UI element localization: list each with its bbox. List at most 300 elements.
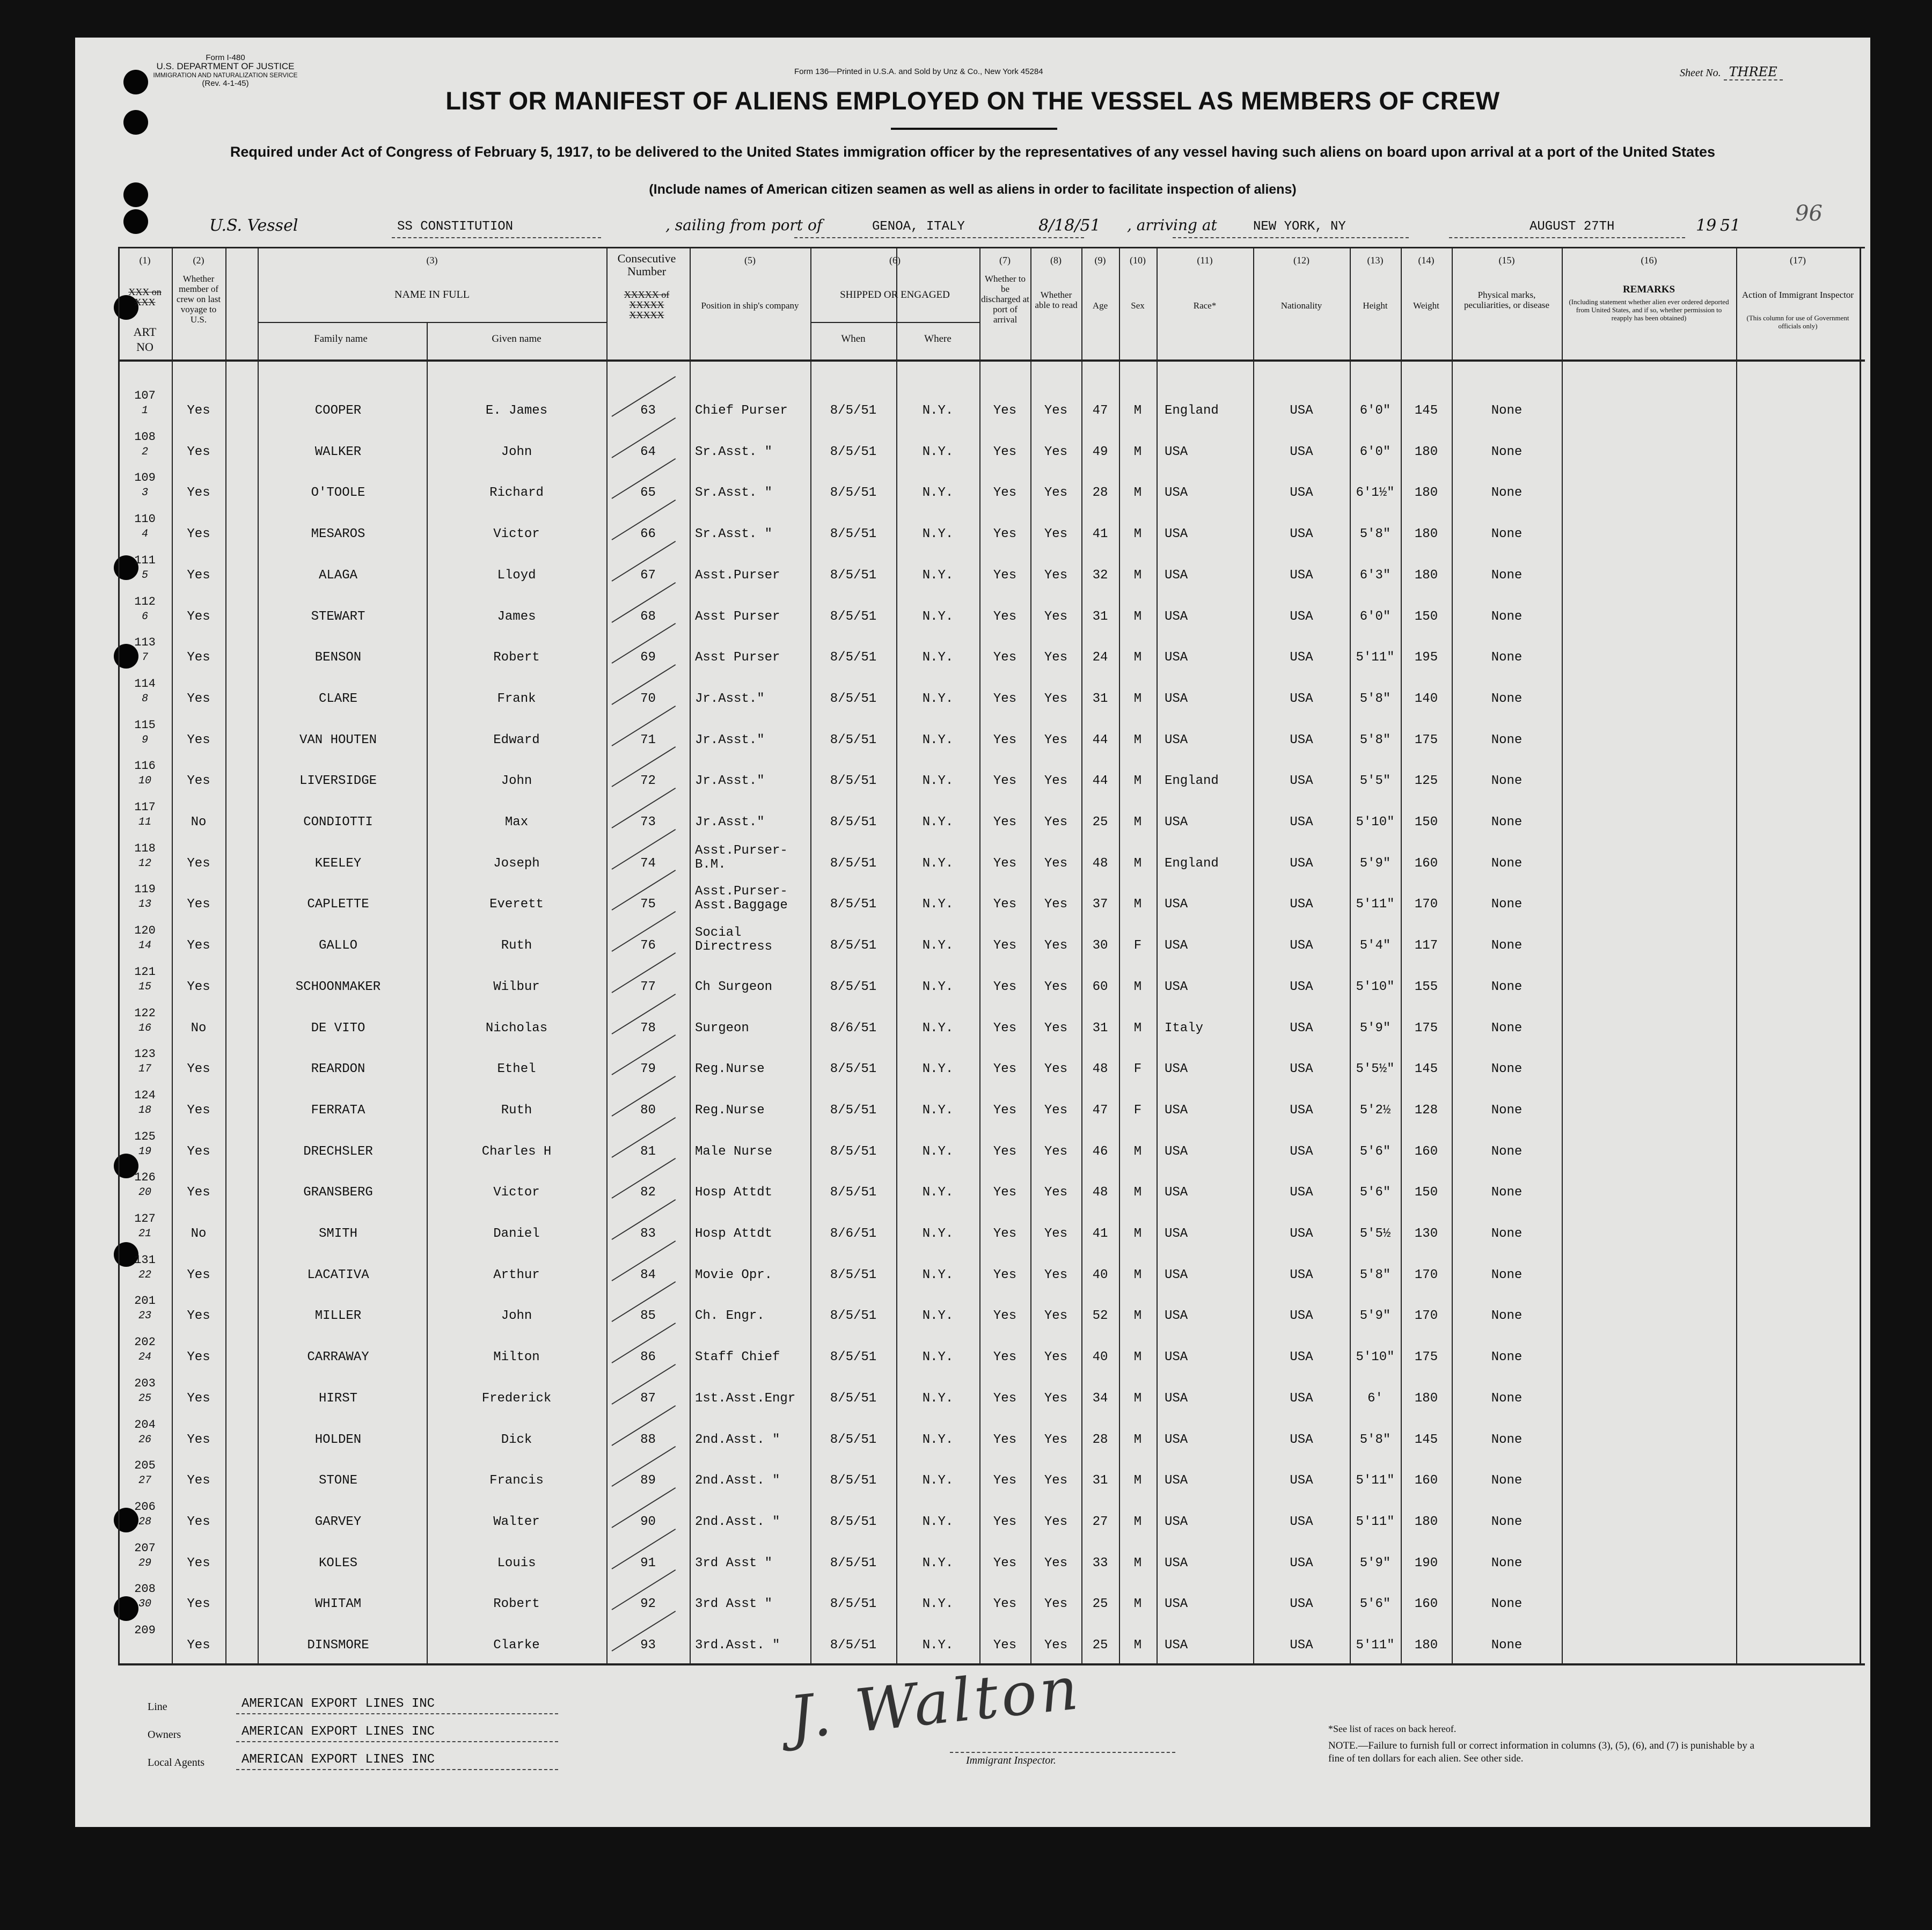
given-name-cell: Joseph (493, 856, 540, 871)
vessel-line (209, 216, 1792, 238)
member-cell: Yes (187, 691, 210, 706)
column-rule (118, 247, 120, 1663)
weight-cell: 180 (1414, 444, 1438, 459)
art-number-cell: 118 (134, 841, 156, 855)
race-cell: USA (1165, 732, 1188, 747)
signature-rule (950, 1752, 1175, 1753)
weight-cell: 140 (1414, 691, 1438, 706)
able-to-read-cell: Yes (1044, 1638, 1068, 1653)
discharged-cell: Yes (993, 650, 1017, 665)
consecutive-number-cell: 92 (640, 1597, 656, 1612)
race-cell: USA (1165, 1514, 1188, 1529)
column-rule (690, 247, 691, 1663)
shipped-when-cell: 8/6/51 (830, 1021, 877, 1036)
art-number-cell: 131 (134, 1253, 156, 1267)
nationality-cell: USA (1290, 1267, 1313, 1282)
nationality-cell: USA (1290, 774, 1313, 789)
discharged-cell: Yes (993, 527, 1017, 542)
shipped-where-cell: N.Y. (922, 1555, 954, 1571)
race-cell: USA (1165, 650, 1188, 665)
age-cell: 27 (1092, 1514, 1108, 1529)
column-rule (1736, 247, 1737, 1663)
art-number-cell: 107 (134, 389, 156, 402)
discharged-cell: Yes (993, 1391, 1017, 1406)
header-bottom-rule (118, 359, 1865, 362)
weight-cell: 190 (1414, 1555, 1438, 1571)
able-to-read-cell: Yes (1044, 1597, 1068, 1612)
line-number-cell: 9 (141, 733, 148, 746)
consecutive-number-cell: 89 (640, 1473, 656, 1488)
sex-cell: M (1133, 732, 1142, 747)
races-note: *See list of races on back hereof. (1328, 1723, 1457, 1734)
col3a-header: Family name (314, 333, 368, 344)
sheet-value: THREE (1724, 64, 1783, 80)
art-number-cell: 114 (134, 677, 156, 691)
shipped-when-cell: 8/5/51 (830, 1350, 877, 1365)
able-to-read-cell: Yes (1044, 1144, 1068, 1159)
col6b-header: Where (924, 333, 952, 344)
height-cell: 5'6" (1359, 1597, 1391, 1612)
shipped-where-cell: N.Y. (922, 1391, 954, 1406)
age-cell: 37 (1092, 897, 1108, 912)
position-cell: Chief Purser (695, 403, 788, 418)
race-cell: USA (1165, 1062, 1188, 1077)
art-number-cell: 202 (134, 1335, 156, 1349)
able-to-read-cell: Yes (1044, 650, 1068, 665)
consecutive-number-cell: 87 (640, 1391, 656, 1406)
height-cell: 5'9" (1359, 1555, 1391, 1571)
discharged-cell: Yes (993, 403, 1017, 418)
col16-num: (16) (1641, 255, 1657, 266)
age-cell: 52 (1092, 1309, 1108, 1324)
physical-marks-cell: None (1491, 1555, 1523, 1571)
consecutive-number-cell: 91 (640, 1555, 656, 1571)
line-number-cell: 29 (138, 1557, 151, 1569)
weight-cell: 128 (1414, 1103, 1438, 1118)
consecutive-number-cell: 73 (640, 815, 656, 830)
family-name-cell: ALAGA (318, 568, 357, 583)
discharged-cell: Yes (993, 1185, 1017, 1200)
member-cell: Yes (187, 568, 210, 583)
position-cell: Reg.Nurse (695, 1062, 765, 1077)
discharged-cell: Yes (993, 774, 1017, 789)
height-cell: 6' (1367, 1391, 1383, 1406)
able-to-read-cell: Yes (1044, 1062, 1068, 1077)
discharged-cell: Yes (993, 1062, 1017, 1077)
physical-marks-cell: None (1491, 1185, 1523, 1200)
physical-marks-cell: None (1491, 609, 1523, 624)
weight-cell: 195 (1414, 650, 1438, 665)
able-to-read-cell: Yes (1044, 1103, 1068, 1118)
nationality-cell: USA (1290, 568, 1313, 583)
col11-header: Race* (1193, 300, 1217, 311)
owners-value: AMERICAN EXPORT LINES INC (241, 1724, 435, 1739)
art-number-cell: 122 (134, 1006, 156, 1020)
title-rule (891, 128, 1057, 130)
service: IMMIGRATION AND NATURALIZATION SERVICE (153, 71, 298, 79)
height-cell: 6'0" (1359, 444, 1391, 459)
given-name-cell: Dick (501, 1432, 532, 1447)
nationality-cell: USA (1290, 1350, 1313, 1365)
given-name-cell: Lloyd (497, 568, 536, 583)
shipped-when-cell: 8/5/51 (830, 774, 877, 789)
nationality-cell: USA (1290, 691, 1313, 706)
given-name-cell: Milton (493, 1350, 540, 1365)
age-cell: 60 (1092, 979, 1108, 994)
consecutive-number-cell: 74 (640, 856, 656, 871)
year-value: 51 (1720, 216, 1741, 235)
able-to-read-cell: Yes (1044, 856, 1068, 871)
shipped-when-cell: 8/5/51 (830, 650, 877, 665)
member-cell: Yes (187, 1103, 210, 1118)
page-stamp: 96 (1795, 201, 1823, 226)
able-to-read-cell: Yes (1044, 1473, 1068, 1488)
position-cell: Ch. Engr. (695, 1309, 765, 1324)
nationality-cell: USA (1290, 609, 1313, 624)
line-number-cell: 10 (138, 775, 151, 788)
shipped-when-cell: 8/6/51 (830, 1227, 877, 1241)
nationality-cell: USA (1290, 1391, 1313, 1406)
discharged-cell: Yes (993, 815, 1017, 830)
consecutive-number-cell: 78 (640, 1021, 656, 1036)
age-cell: 33 (1092, 1555, 1108, 1571)
given-name-cell: Ruth (501, 1103, 532, 1118)
line-number-cell: 21 (138, 1228, 151, 1240)
agents-underline (236, 1769, 558, 1770)
member-cell: Yes (187, 1062, 210, 1077)
sex-cell: M (1133, 1309, 1142, 1324)
sex-cell: M (1133, 979, 1142, 994)
family-name-cell: GARVEY (314, 1514, 362, 1529)
race-cell: USA (1165, 1432, 1188, 1447)
line-label: Line (148, 1701, 167, 1713)
shipped-where-cell: N.Y. (922, 1473, 954, 1488)
physical-marks-cell: None (1491, 568, 1523, 583)
weight-cell: 150 (1414, 815, 1438, 830)
height-cell: 5'8" (1359, 691, 1391, 706)
sex-cell: M (1133, 691, 1142, 706)
member-cell: Yes (187, 650, 210, 665)
member-cell: Yes (187, 527, 210, 542)
given-name-cell: Edward (493, 732, 540, 747)
given-name-cell: John (501, 774, 532, 789)
col16-note: (Including statement whether alien ever ordered deported from United States, and if so, whether permission to reapply has been obtained) (1569, 298, 1729, 322)
given-name-cell: Frederick (481, 1391, 552, 1406)
height-cell: 5'9" (1359, 856, 1391, 871)
height-cell: 5'5½" (1356, 1062, 1395, 1077)
able-to-read-cell: Yes (1044, 1514, 1068, 1529)
shipped-when-cell: 8/5/51 (830, 1391, 877, 1406)
position-cell: Asst.Purser- B.M. (695, 843, 788, 872)
sex-cell: M (1133, 444, 1142, 459)
given-name-cell: Walter (493, 1514, 540, 1529)
position-cell: Sr.Asst. " (695, 527, 773, 542)
position-cell: 1st.Asst.Engr (695, 1391, 796, 1406)
weight-cell: 180 (1414, 527, 1438, 542)
discharged-cell: Yes (993, 1473, 1017, 1488)
consecutive-number-cell: 76 (640, 938, 656, 953)
member-cell: Yes (187, 1473, 210, 1488)
sheet-number (1680, 64, 1783, 79)
age-cell: 48 (1092, 1062, 1108, 1077)
column-rule (606, 247, 608, 1663)
able-to-read-cell: Yes (1044, 938, 1068, 953)
column-rule (896, 247, 897, 1663)
discharged-cell: Yes (993, 444, 1017, 459)
position-cell: Sr.Asst. " (695, 486, 773, 501)
agents-value: AMERICAN EXPORT LINES INC (241, 1752, 435, 1767)
nationality-cell: USA (1290, 1473, 1313, 1488)
revision: (Rev. 4-1-45) (202, 79, 249, 88)
weight-cell: 175 (1414, 1021, 1438, 1036)
sex-cell: M (1133, 568, 1142, 583)
consecutive-number-cell: 77 (640, 979, 656, 994)
nationality-cell: USA (1290, 979, 1313, 994)
shipped-when-cell: 8/5/51 (830, 691, 877, 706)
shipped-where-cell: N.Y. (922, 1432, 954, 1447)
position-cell: Reg.Nurse (695, 1103, 765, 1118)
family-name-cell: WALKER (314, 444, 362, 459)
family-name-cell: CLARE (318, 691, 357, 706)
able-to-read-cell: Yes (1044, 609, 1068, 624)
shipped-where-cell: N.Y. (922, 1638, 954, 1653)
col6-header: SHIPPED OR ENGAGED (840, 289, 950, 300)
family-name-cell: HIRST (318, 1391, 357, 1406)
nationality-cell: USA (1290, 650, 1313, 665)
age-cell: 48 (1092, 856, 1108, 871)
col3b-header: Given name (492, 333, 541, 344)
given-name-cell: Clarke (493, 1638, 540, 1653)
member-cell: Yes (187, 1350, 210, 1365)
shipped-where-cell: N.Y. (922, 774, 954, 789)
art-number-cell: 203 (134, 1376, 156, 1390)
height-cell: 5'8" (1359, 1267, 1391, 1282)
age-cell: 30 (1092, 938, 1108, 953)
nationality-cell: USA (1290, 1227, 1313, 1241)
race-cell: USA (1165, 486, 1188, 501)
shipped-where-cell: N.Y. (922, 1144, 954, 1159)
given-name-cell: Robert (493, 1597, 540, 1612)
consecutive-number-cell: 79 (640, 1062, 656, 1077)
weight-cell: 170 (1414, 897, 1438, 912)
sex-cell: M (1133, 527, 1142, 542)
col2-num: (2) (193, 255, 204, 266)
shipped-where-cell: N.Y. (922, 1597, 954, 1612)
member-cell: Yes (187, 897, 210, 912)
nationality-cell: USA (1290, 1597, 1313, 1612)
consecutive-number-cell: 69 (640, 650, 656, 665)
shipped-when-cell: 8/5/51 (830, 1473, 877, 1488)
sex-cell: M (1133, 774, 1142, 789)
art-number-cell: 125 (134, 1129, 156, 1143)
position-cell: 2nd.Asst. " (695, 1473, 780, 1488)
given-name-cell: Everett (489, 897, 544, 912)
col10-num: (10) (1130, 255, 1146, 266)
discharged-cell: Yes (993, 1103, 1017, 1118)
member-cell: Yes (187, 1309, 210, 1324)
col4-struck: XXXXX of XXXXX XXXXX (624, 289, 670, 320)
column-rule (258, 247, 259, 1663)
shipped-when-cell: 8/5/51 (830, 979, 877, 994)
shipped-when-cell: 8/5/51 (830, 1514, 877, 1529)
table-top-rule (118, 247, 1865, 248)
given-name-cell: Charles H (481, 1144, 552, 1159)
line-number-cell: 24 (138, 1351, 151, 1364)
age-cell: 46 (1092, 1144, 1108, 1159)
given-name-cell: Max (504, 815, 529, 830)
consecutive-number-cell: 68 (640, 609, 656, 624)
height-cell: 5'6" (1359, 1185, 1391, 1200)
physical-marks-cell: None (1491, 979, 1523, 994)
column-rule (1860, 247, 1861, 1663)
discharged-cell: Yes (993, 1350, 1017, 1365)
able-to-read-cell: Yes (1044, 527, 1068, 542)
shipped-where-cell: N.Y. (922, 444, 954, 459)
family-name-cell: DE VITO (311, 1021, 365, 1036)
position-cell: Jr.Asst." (695, 732, 765, 747)
line-number-cell: 17 (138, 1063, 151, 1076)
column-rule (1452, 247, 1453, 1663)
physical-marks-cell: None (1491, 1309, 1523, 1324)
physical-marks-cell: None (1491, 1473, 1523, 1488)
col3-header: NAME IN FULL (394, 289, 470, 300)
given-name-cell: Frank (497, 691, 536, 706)
age-cell: 28 (1092, 486, 1108, 501)
department: U.S. DEPARTMENT OF JUSTICE (156, 61, 295, 71)
nationality-cell: USA (1290, 527, 1313, 542)
physical-marks-cell: None (1491, 732, 1523, 747)
family-name-cell: HOLDEN (314, 1432, 362, 1447)
art-number-cell: 124 (134, 1088, 156, 1102)
inspector-signature: J. Walton (786, 1653, 1085, 1753)
member-cell: Yes (187, 403, 210, 418)
member-cell: Yes (187, 1185, 210, 1200)
weight-cell: 150 (1414, 609, 1438, 624)
nationality-cell: USA (1290, 403, 1313, 418)
line-number-cell: 13 (138, 898, 151, 911)
discharged-cell: Yes (993, 1227, 1017, 1241)
art-number-cell: 206 (134, 1500, 156, 1514)
physical-marks-cell: None (1491, 1103, 1523, 1118)
family-name-cell: CARRAWAY (307, 1350, 369, 1365)
column-rule (225, 247, 226, 1663)
page-title: LIST OR MANIFEST OF ALIENS EMPLOYED ON THE VESSEL AS MEMBERS OF CREW (445, 86, 1500, 115)
physical-marks-cell: None (1491, 527, 1523, 542)
family-name-cell: CONDIOTTI (303, 815, 373, 830)
column-rule (979, 247, 980, 1663)
physical-marks-cell: None (1491, 815, 1523, 830)
family-name-cell: KOLES (318, 1555, 357, 1571)
shipped-when-cell: 8/5/51 (830, 486, 877, 501)
given-name-cell: John (501, 444, 532, 459)
nationality-cell: USA (1290, 1144, 1313, 1159)
consecutive-number-cell: 83 (640, 1227, 656, 1241)
race-cell: England (1165, 403, 1219, 418)
height-cell: 5'11" (1356, 1638, 1395, 1653)
nationality-cell: USA (1290, 1514, 1313, 1529)
discharged-cell: Yes (993, 568, 1017, 583)
member-cell: Yes (187, 856, 210, 871)
member-cell: Yes (187, 444, 210, 459)
weight-cell: 150 (1414, 1185, 1438, 1200)
discharged-cell: Yes (993, 1638, 1017, 1653)
family-name-cell: SMITH (318, 1227, 357, 1241)
shipped-when-cell: 8/5/51 (830, 815, 877, 830)
given-name-cell: Arthur (493, 1267, 540, 1282)
age-cell: 48 (1092, 1185, 1108, 1200)
able-to-read-cell: Yes (1044, 444, 1068, 459)
able-to-read-cell: Yes (1044, 1267, 1068, 1282)
given-name-cell: Francis (489, 1473, 544, 1488)
race-cell: USA (1165, 1473, 1188, 1488)
physical-marks-cell: None (1491, 1267, 1523, 1282)
member-cell: Yes (187, 774, 210, 789)
able-to-read-cell: Yes (1044, 568, 1068, 583)
weight-cell: 180 (1414, 486, 1438, 501)
height-cell: 5'8" (1359, 527, 1391, 542)
height-cell: 5'5½ (1359, 1227, 1391, 1241)
given-name-cell: Louis (497, 1555, 536, 1571)
sex-cell: M (1133, 1514, 1142, 1529)
race-cell: USA (1165, 897, 1188, 912)
race-cell: Italy (1165, 1021, 1204, 1036)
family-name-cell: GRANSBERG (303, 1185, 373, 1200)
race-cell: USA (1165, 938, 1188, 953)
form-number: Form I-480 (206, 53, 245, 62)
discharged-cell: Yes (993, 1597, 1017, 1612)
member-cell: Yes (187, 1267, 210, 1282)
position-cell: Social Directress (695, 926, 773, 955)
art-number-cell: 117 (134, 801, 156, 814)
shipped-when-cell: 8/5/51 (830, 938, 877, 953)
able-to-read-cell: Yes (1044, 1350, 1068, 1365)
member-cell: Yes (187, 609, 210, 624)
column-rule (1030, 247, 1031, 1663)
physical-marks-cell: None (1491, 1514, 1523, 1529)
shipped-where-cell: N.Y. (922, 568, 954, 583)
agents-label: Local Agents (148, 1757, 205, 1768)
discharged-cell: Yes (993, 732, 1017, 747)
family-name-cell: WHITAM (314, 1597, 362, 1612)
race-cell: USA (1165, 609, 1188, 624)
height-cell: 5'11" (1356, 1514, 1395, 1529)
shipped-where-cell: N.Y. (922, 1267, 954, 1282)
member-cell: No (191, 815, 207, 830)
col13-header: Height (1363, 300, 1388, 311)
line-number-cell: 19 (138, 1145, 151, 1158)
nationality-cell: USA (1290, 732, 1313, 747)
height-cell: 5'10" (1356, 815, 1395, 830)
discharged-cell: Yes (993, 1514, 1017, 1529)
family-name-cell: SCHOONMAKER (295, 979, 381, 994)
consecutive-number-cell: 71 (640, 732, 656, 747)
art-number-cell: 110 (134, 512, 156, 526)
family-name-cell: GALLO (318, 938, 357, 953)
weight-cell: 160 (1414, 1144, 1438, 1159)
col10-header: Sex (1131, 300, 1145, 311)
age-cell: 34 (1092, 1391, 1108, 1406)
sex-cell: M (1133, 1267, 1142, 1282)
able-to-read-cell: Yes (1044, 979, 1068, 994)
column-rule (1157, 247, 1158, 1663)
member-cell: Yes (187, 486, 210, 501)
art-number-cell: 121 (134, 965, 156, 979)
nationality-cell: USA (1290, 815, 1313, 830)
age-cell: 25 (1092, 1638, 1108, 1653)
position-cell: Staff Chief (695, 1350, 780, 1365)
weight-cell: 125 (1414, 774, 1438, 789)
shipped-when-cell: 8/5/51 (830, 732, 877, 747)
